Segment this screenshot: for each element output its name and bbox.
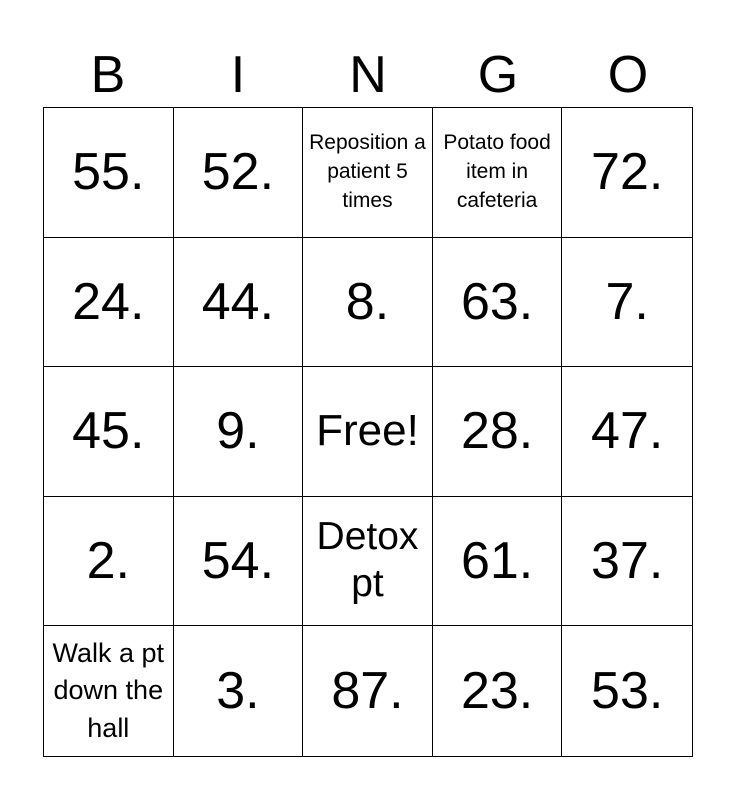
bingo-cell-r5-c4[interactable] [433,626,563,756]
bingo-cell-r2-c5[interactable] [562,238,692,368]
header-letter-o: O [607,46,649,104]
bingo-cell-r2-c4[interactable] [433,238,563,368]
bingo-cell-r2-c3[interactable] [303,238,433,368]
cell-text: Detox pt [316,515,419,606]
cell-text: 72. [591,143,664,202]
bingo-cell-r1-c2[interactable] [174,108,304,238]
bingo-cell-r1-c3[interactable] [303,108,433,238]
bingo-cell-r3-c5[interactable] [562,367,692,497]
cell-text: 47. [591,402,664,461]
bingo-cell-r4-c5[interactable] [562,497,692,627]
bingo-cell-free[interactable] [303,367,433,497]
bingo-cell-r2-c1[interactable] [44,238,174,368]
bingo-cell-r1-c4[interactable] [433,108,563,238]
cell-text: Reposition a patient 5 times [309,130,426,212]
cell-text: 87. [331,662,404,721]
bingo-cell-r4-c4[interactable] [433,497,563,627]
cell-text: 28. [460,402,534,461]
header-letter-g: G [477,46,519,104]
bingo-cell-r3-c2[interactable] [174,367,304,497]
bingo-cell-r4-c1[interactable] [44,497,174,627]
cell-text: 54. [201,532,275,591]
cell-text: 24. [72,272,145,331]
cell-text: 61. [460,532,534,591]
bingo-cell-r5-c1[interactable] [44,626,174,756]
cell-text: 55. [72,143,145,202]
bingo-cell-r1-c1[interactable] [44,108,174,238]
bingo-cell-r4-c3[interactable] [303,497,433,627]
cell-text: Free! [316,406,419,456]
cell-text: Potato food item in cafeteria [443,130,551,212]
cell-text: 3. [216,662,260,721]
cell-text: 44. [201,272,275,331]
cell-text: 8. [345,272,390,331]
bingo-cell-r1-c5[interactable] [562,108,692,238]
bingo-cell-r5-c5[interactable] [562,626,692,756]
header-letter-n: N [349,46,387,104]
cell-text: 7. [605,272,649,331]
cell-text: 63. [460,272,534,331]
bingo-cell-r3-c4[interactable] [433,367,563,497]
bingo-cell-r5-c3[interactable] [303,626,433,756]
cell-text: 52. [201,143,275,202]
cell-text: 53. [591,662,664,721]
header-letter-b: B [90,46,126,104]
cell-text: 2. [86,532,130,591]
cell-text: 23. [460,662,534,721]
cell-text: 9. [216,402,260,461]
bingo-cell-r4-c2[interactable] [174,497,304,627]
header-letter-i: I [230,46,246,104]
bingo-cell-r5-c2[interactable] [174,626,304,756]
cell-text: Walk a pt down the hall [52,637,165,744]
cell-text: 45. [72,402,145,461]
bingo-cell-r2-c2[interactable] [174,238,304,368]
cell-text: 37. [591,532,664,591]
bingo-header [43,44,693,106]
bingo-board [43,107,693,757]
bingo-cell-r3-c1[interactable] [44,367,174,497]
